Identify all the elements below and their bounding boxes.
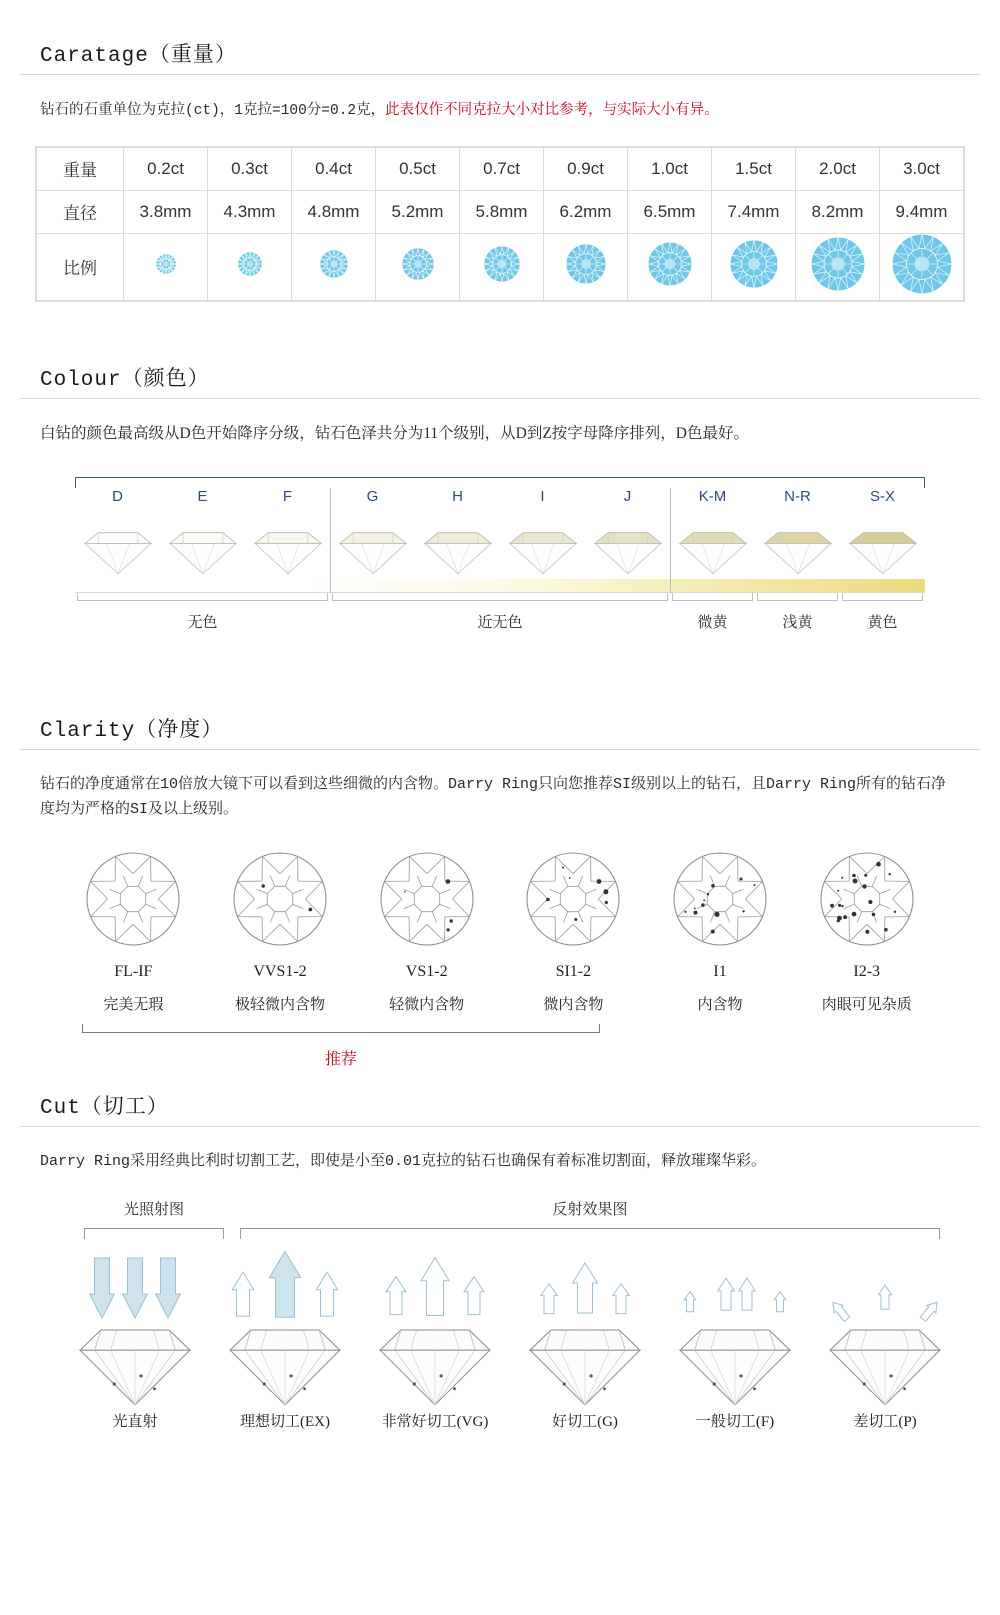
clarity-code: I2-3 [853,962,881,980]
cell-weight: 0.3ct [208,147,292,190]
colour-group-label: 微黄 [670,593,755,633]
diamond-icon [566,244,606,284]
cut-diamond-icon [210,1326,360,1407]
colour-group-divider [330,488,331,593]
cell-weight: 1.0ct [628,147,712,190]
clarity-diagram-icon [647,849,794,953]
cut-diamond-icon [660,1326,810,1407]
cut-diamond-icon [360,1326,510,1407]
colour-grade-d [75,488,160,511]
colour-gem [75,509,160,575]
clarity-item [647,849,794,1014]
cell-weight: 3.0ct [880,147,964,190]
cell-weight: 0.5ct [376,147,460,190]
colour-grade-label: D [112,487,123,505]
cut-light-diagram [210,1250,360,1400]
cut-item [60,1250,210,1431]
colour-description: 白钻的颜色最高级从D色开始降序分级，钻石色泽共分为11个级别，从D到Z按字母降序排列，D色最好。 [40,424,749,442]
cell-ratio-icon [628,233,712,300]
cell-ratio-icon [460,233,544,300]
clarity-diagram-icon [60,849,207,953]
clarity-item [60,849,207,1014]
colour-grade-e [160,488,245,511]
row-label-ratio: 比例 [37,233,124,300]
clarity-item [500,849,647,1014]
colour-top-bracket [75,477,925,488]
cut-diagram [60,1198,940,1431]
cell-weight: 0.7ct [460,147,544,190]
colour-scale [75,477,925,677]
colour-grade-label: J [623,487,632,505]
caratage-description-plain: 钻石的石重单位为克拉(ct)，1克拉=100分=0.2克， [40,103,386,119]
colour-gem [670,509,755,575]
cell-weight: 0.2ct [124,147,208,190]
colour-grade-g [330,488,415,511]
cut-arrows-icon [810,1250,960,1326]
colour-grade-s-x [840,488,925,511]
colour-grade-label: I [540,487,545,505]
colour-gem [160,509,245,575]
diamond-icon [648,242,692,286]
colour-grade-label: N-R [784,487,811,505]
clarity-name: 极轻微内含物 [235,996,326,1013]
cut-light-diagram [510,1250,660,1400]
colour-grade-label: S-X [869,487,895,505]
cut-description: Darry Ring采用经典比利时切割工艺，即使是小至0.01克拉的钻石也确保有着标准切割面，释放璀璨华彩。 [40,1152,767,1170]
cut-item [360,1250,510,1431]
clarity-name: 内含物 [697,996,743,1013]
caratage-table-wrapper [35,146,965,302]
cell-ratio-icon [376,233,460,300]
diamond-icon [484,246,520,282]
colour-gem [330,509,415,575]
colour-gradient-bar [75,579,925,593]
cell-diameter: 7.4mm [712,190,796,233]
clarity-code: SI1-2 [555,962,592,980]
colour-grade-label: G [366,487,379,505]
cut-name: 非常好切工(VG) [381,1414,489,1431]
cut-label-reflection: 反射效果图 [552,1202,628,1219]
colour-grade-n-r [755,488,840,511]
cut-name: 差切工(P) [853,1414,917,1431]
cell-ratio-icon [796,233,880,300]
cut-light-diagram [60,1250,210,1400]
cut-arrows-icon [510,1250,660,1326]
clarity-name: 完美无瑕 [103,996,164,1013]
cell-ratio-icon [544,233,628,300]
section-title-caratage: Caratage（重量） [40,45,237,68]
clarity-diagram-icon [353,849,500,953]
colour-grade-k-m [670,488,755,511]
cut-light-diagram [360,1250,510,1400]
cell-ratio-icon [124,233,208,300]
row-label-weight: 重量 [37,147,124,190]
clarity-code: I1 [713,962,727,980]
table-row-diameter [37,190,964,233]
cell-diameter: 6.2mm [544,190,628,233]
cell-diameter: 5.8mm [460,190,544,233]
cut-arrows-icon [360,1250,510,1326]
cut-item [210,1250,360,1431]
diamond-icon [156,254,176,274]
cell-ratio-icon [712,233,796,300]
section-header-caratage [20,38,980,75]
cut-diamond-icon [510,1326,660,1407]
clarity-code: FL-IF [114,962,153,980]
diamond-icon [811,237,865,291]
colour-gem [755,509,840,575]
cut-light-diagram [660,1250,810,1400]
cut-diamond-icon [60,1326,210,1407]
colour-gem [245,509,330,575]
cut-name: 好切工(G) [552,1414,618,1431]
colour-grade-label: E [197,487,208,505]
cell-weight: 0.4ct [292,147,376,190]
diamond-icon [320,250,348,278]
table-row-ratio [37,233,964,300]
colour-grade-label: K-M [698,487,727,505]
colour-group-divider [670,488,671,593]
cut-light-diagram [810,1250,960,1400]
diamond-icon [730,240,778,288]
colour-grade-f [245,488,330,511]
cell-weight: 1.5ct [712,147,796,190]
cell-diameter: 8.2mm [796,190,880,233]
cut-arrows-icon [60,1250,210,1326]
cell-diameter: 5.2mm [376,190,460,233]
clarity-code: VVS1-2 [253,962,307,980]
clarity-code: VS1-2 [405,962,448,980]
clarity-diagram-icon [500,849,647,953]
colour-gem-row [75,509,925,575]
cell-ratio-icon [292,233,376,300]
colour-gem [585,509,670,575]
cell-weight: 0.9ct [544,147,628,190]
colour-grade-label: H [452,487,463,505]
cut-name: 理想切工(EX) [240,1414,330,1431]
cut-arrows-icon [660,1250,810,1326]
clarity-description: 钻石的净度通常在10倍放大镜下可以看到这些细微的内含物。Darry Ring只向您推荐SI级别以上的钻石，且Darry Ring所有的钻石净度均为严格的SI及以上级别。 [40,775,947,819]
colour-grade-h [415,488,500,511]
diamond-icon [892,234,952,294]
colour-group-labels [75,593,925,633]
cell-diameter: 6.5mm [628,190,712,233]
clarity-diagram-icon [207,849,354,953]
cell-diameter: 3.8mm [124,190,208,233]
section-header-colour [20,362,980,399]
cell-weight: 2.0ct [796,147,880,190]
clarity-item [207,849,354,1014]
colour-gem [415,509,500,575]
cut-arrows-icon [210,1250,360,1326]
cell-ratio-icon [208,233,292,300]
recommend-label: 推荐 [324,1050,357,1068]
cell-diameter: 4.3mm [208,190,292,233]
clarity-diagram-icon [793,849,940,953]
colour-grade-i [500,488,585,511]
cut-bracket-labels [60,1198,940,1228]
cut-item [810,1250,960,1431]
caratage-description-highlight: 此表仅作不同克拉大小对比参考，与实际大小有异。 [385,103,719,119]
clarity-name: 轻微内含物 [389,996,465,1013]
clarity-name: 肉眼可见杂质 [821,996,912,1013]
colour-group-label: 浅黄 [755,593,840,633]
cell-diameter: 9.4mm [880,190,964,233]
diamond-icon [402,248,434,280]
recommend-bracket [82,1024,600,1033]
section-title-colour: Colour（颜色） [40,368,210,392]
diamond-icon [238,252,262,276]
cut-label-light: 光照射图 [123,1202,184,1219]
colour-group-label: 黄色 [840,593,925,633]
colour-group-label: 无色 [75,593,330,633]
cell-diameter: 4.8mm [292,190,376,233]
section-header-cut [20,1090,980,1127]
clarity-item [793,849,940,1014]
cut-name: 一般切工(F) [695,1414,775,1431]
cut-name: 光直射 [112,1414,158,1431]
row-label-diameter: 直径 [37,190,124,233]
cut-diamond-icon [810,1326,960,1407]
clarity-recommend [60,1024,940,1084]
clarity-name: 微内含物 [543,996,604,1013]
cut-item [660,1250,810,1431]
caratage-table [36,147,964,301]
cell-ratio-icon [880,233,964,300]
colour-grade-label: F [282,487,293,505]
clarity-item [353,849,500,1014]
cut-bracket-light [84,1228,224,1239]
section-title-clarity: Clarity（净度） [40,719,224,743]
clarity-grid [60,849,940,1014]
cut-bracket-reflection [240,1228,940,1239]
colour-gem [500,509,585,575]
section-title-cut: Cut（切工） [40,1096,169,1120]
cut-item [510,1250,660,1431]
table-row-weight [37,147,964,190]
section-header-clarity [20,713,980,750]
colour-grade-j [585,488,670,511]
colour-gem [840,509,925,575]
caratage-description [40,97,960,124]
colour-group-label: 近无色 [330,593,670,633]
cut-brackets [60,1228,940,1244]
